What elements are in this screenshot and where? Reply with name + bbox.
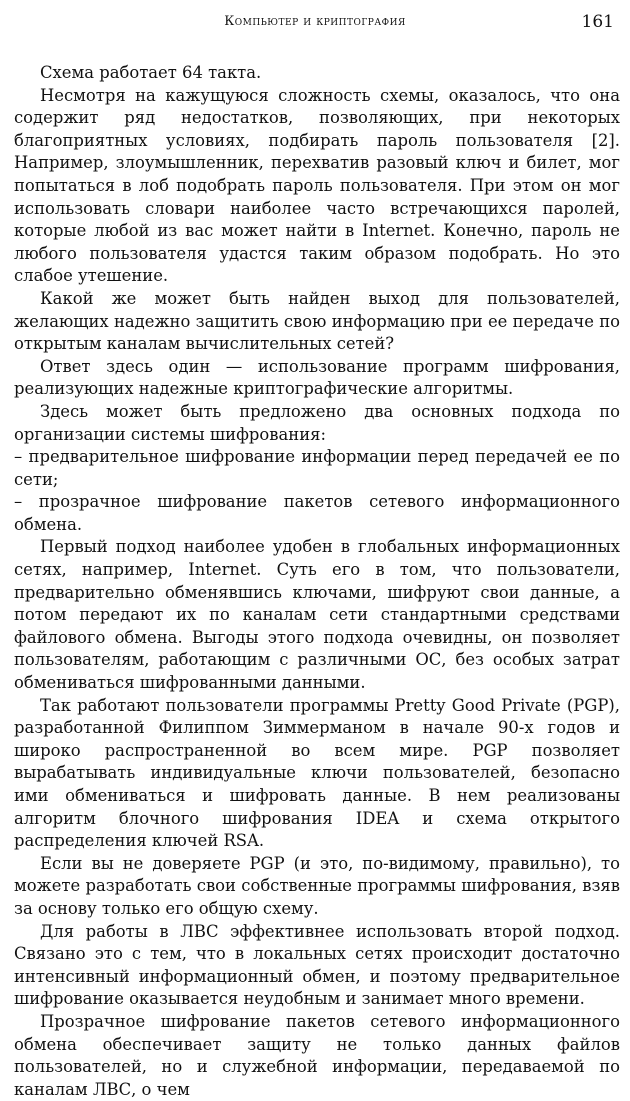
- paragraph: Какой же может быть найден выход для пользователей, желающих надежно защитить свою информацию при ее передаче по открытым каналам вычислительных сетей?: [14, 288, 620, 354]
- paragraph: Несмотря на кажущуюся сложность схемы, оказалось, что она содержит ряд недостатков, позволяющих, при некоторых благоприятных условиях, подбирать пароль пользователя [2]. Например, злоумышленник, перехватив разовый ключ и билет, мог попытаться в лоб подобрать пароль пользователя. При этом он мог использовать словари наиболее часто встречающихся паролей, которые любой из вас может найти в Internet. Конечно, пароль не любого пользователя удастся таким образом подобрать. Но это слабое утешение.: [14, 85, 620, 286]
- paragraph: Здесь может быть предложено два основных подхода по организации системы шифрования:: [14, 401, 620, 444]
- paragraph: Ответ здесь один — использование программ шифрования, реализующих надежные криптографические алгоритмы.: [14, 356, 620, 399]
- paragraph: Так работают пользователи программы Pretty Good Private (PGP), разработанной Филиппом Зиммерманом в начале 90-х годов и широко распространенной во всем мире. PGP позволяет вырабатывать индивидуальные ключи пользователей, безопасно ими обмениваться и шифровать данные. В нем реализованы алгоритм блочного шифрования IDEA и схема открытого распределения ключей RSA.: [14, 695, 620, 851]
- paragraph: Для работы в ЛВС эффективнее использовать второй подход. Связано это с тем, что в локальных сетях происходит достаточно интенсивный информационный обмен, и поэтому предварительное шифрование оказывается неудобным и занимает много времени.: [14, 921, 620, 1009]
- paragraph: Схема работает 64 такта.: [40, 63, 262, 82]
- paragraph: Если вы не доверяете PGP (и это, по-видимому, правильно), то можете разработать свои собственные программы шифрования, взяв за основу только его общую схему.: [14, 853, 620, 918]
- list-item: – предварительное шифрование информации перед передачей ее по сети;: [14, 447, 620, 489]
- running-title: Компьютер и криптография: [224, 14, 406, 29]
- list-item: – прозрачное шифрование пакетов сетевого информационного обмена.: [14, 492, 620, 534]
- paragraph: Первый подход наиболее удобен в глобальных информационных сетях, например, Internet. Суть его в том, что пользователи, предварительно обменявшись ключами, шифруют свои данные, а потом передают их по каналам сети стандартными средствами файлового обмена. Выгоды этого подхода очевидны, он позволяет пользователям, работающим с различными ОС, без особых затрат обмениваться шифрованными данными.: [14, 537, 620, 693]
- running-head: [0, 12, 630, 34]
- body-text: [14, 62, 620, 1101]
- page-number: 161: [581, 12, 614, 32]
- paragraph: Прозрачное шифрование пакетов сетевого информационного обмена обеспечивает защиту не только данных файлов пользователей, но и служебной информации, передаваемой по каналам ЛВС, о чем: [14, 1011, 620, 1099]
